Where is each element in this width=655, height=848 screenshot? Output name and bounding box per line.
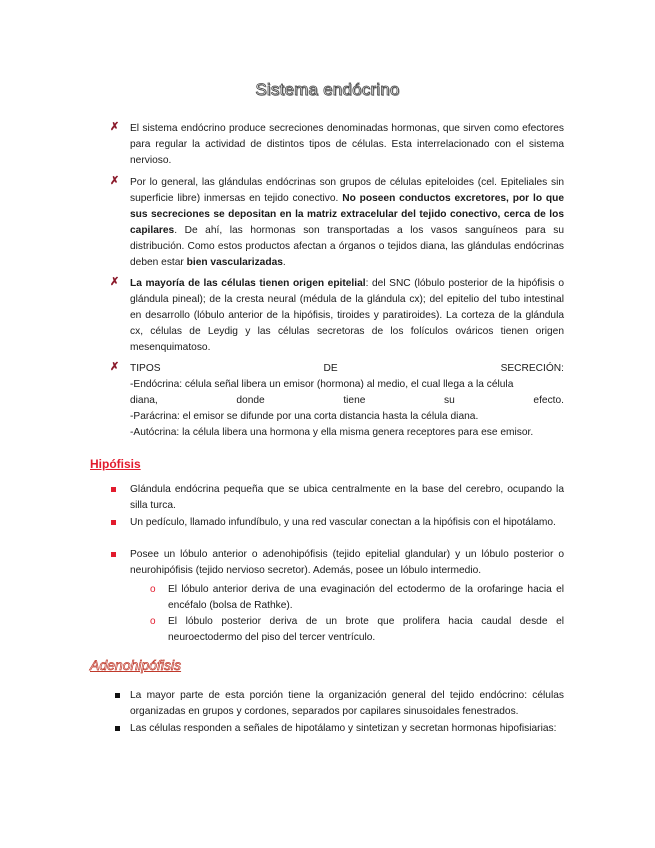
- x-mark-icon: ✗: [110, 361, 120, 373]
- circle-icon: o: [150, 616, 156, 627]
- square-icon: [111, 520, 116, 525]
- square-icon: [111, 552, 116, 557]
- circle-icon: o: [150, 584, 156, 595]
- list-item: El sistema endócrino produce secreciones denominadas hormonas, que sirven como efectores para regular la actividad de distintos tipos de células. Esta interrelacionado con el sistema nervioso.: [130, 123, 564, 166]
- endocrine-line-cont: diana, donde tiene su efecto.: [130, 395, 564, 406]
- x-mark-icon: ✗: [110, 175, 120, 187]
- square-icon: [115, 726, 120, 731]
- list-item: Por lo general, las glándulas endócrinas son grupos de células epiteloides (cel. Epiteliales sin superficie libre) inmersas en tejido conectivo. No poseen conductos excretores, por lo que sus secreciones se depositan en la matriz extracelular del tejido conectivo, cerca de los capilares. De ahí, las hormonas son transportadas a los vasos sanguíneos para su distribución. Como estos productos afectan a órganos o tejidos diana, las glándulas endócrinas deben estar bien vascularizadas.: [130, 177, 564, 268]
- list-item: Posee un lóbulo anterior o adenohipófisis (tejido epitelial glandular) y un lóbulo posterior o neurohipófisis (tejido nervioso secretor). Además, posee un lóbulo intermedio.: [130, 549, 564, 576]
- square-icon: [111, 487, 116, 492]
- x-mark-icon: ✗: [110, 276, 120, 288]
- sub-list-item: El lóbulo posterior deriva de un brote que prolifera hacia caudal desde el neuroectodermo del piso del tercer ventrículo.: [168, 616, 564, 643]
- page-title: Sistema endócrino: [255, 80, 400, 99]
- endocrine-line: -Endócrina: célula señal libera un emisor (hormona) al medio, el cual llega a la célula: [130, 379, 514, 390]
- list-item: La mayor parte de esta porción tiene la organización general del tejido endócrino: células organizadas en grupos y cordones, separados por capilares sinusoidales fenestrados.: [130, 690, 564, 717]
- list-item: [130, 361, 564, 441]
- list-item: La mayoría de las células tienen origen epitelial: del SNC (lóbulo posterior de la hipófisis o glándula pineal); de la cresta neural (médula de la glándula cx); del epitelio del tubo intestinal en desarrollo (lóbulo anterior de la hipófisis, tiroides y paratiroides). La corteza de la glándula cx, células de Leydig y las células secretoras de los folículos ováricos tienen origen mesenquimatoso.: [130, 278, 565, 353]
- x-mark-icon: ✗: [110, 121, 120, 133]
- paracrine-line: -Parácrina: el emisor se difunde por una corta distancia hasta la célula diana.: [130, 411, 479, 422]
- secretion-types-header: TIPOS DE SECRECIÓN:: [130, 363, 564, 374]
- sub-list-item: El lóbulo anterior deriva de una evaginación del ectodermo de la orofaringe hacia el encéfalo (bolsa de Rathke).: [168, 584, 564, 611]
- list-item: Glándula endócrina pequeña que se ubica centralmente en la base del cerebro, ocupando la silla turca.: [130, 484, 564, 511]
- autocrine-line: -Autócrina: la célula libera una hormona y ella misma genera receptores para ese emisor.: [130, 427, 534, 438]
- list-item: Las células responden a señales de hipotálamo y sintetizan y secretan hormonas hipofisiarias:: [130, 723, 557, 734]
- section-heading-adenohipofisis: Adenohipófisis: [90, 657, 182, 673]
- section-heading-hipofisis: Hipófisis: [90, 457, 141, 471]
- square-icon: [115, 693, 120, 698]
- list-item: Un pedículo, llamado infundíbulo, y una red vascular conectan a la hipófisis con el hipotálamo.: [130, 517, 556, 528]
